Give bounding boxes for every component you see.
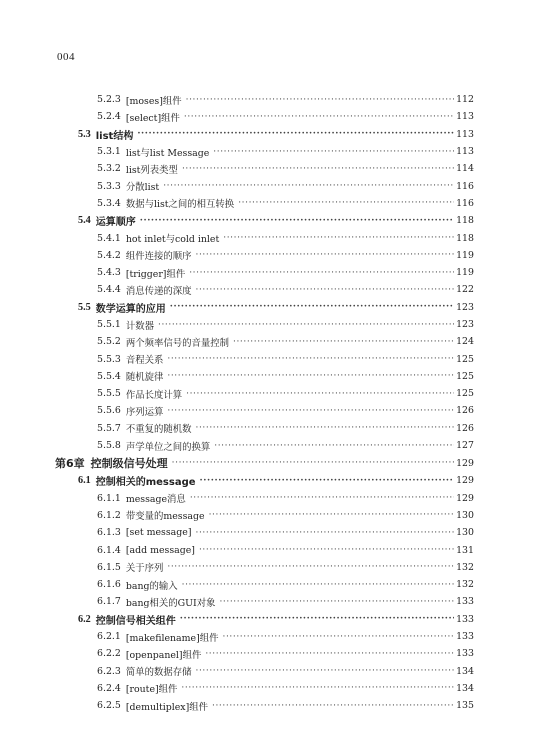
toc-entry-number: 5.5.7 — [97, 422, 121, 434]
toc-entry-number: 5.3.3 — [97, 180, 121, 192]
toc-section[interactable] — [55, 126, 474, 143]
dot-leader — [186, 389, 454, 399]
toc-entry-title: 运算顺序 — [95, 217, 136, 229]
toc-subsection[interactable] — [55, 576, 474, 593]
toc-entry-title: list结构 — [95, 130, 134, 142]
toc-subsection[interactable] — [55, 264, 474, 281]
dot-leader — [189, 268, 454, 278]
toc-entry-title: [moses]组件 — [125, 95, 182, 107]
dot-leader — [209, 510, 455, 520]
toc-entry-page: 122 — [456, 284, 474, 296]
toc-entry-number: 5.5.4 — [97, 370, 121, 382]
toc-entry-number: 5.4.1 — [97, 232, 121, 244]
toc-entry-title: [makefilename]组件 — [125, 632, 219, 644]
dot-leader — [195, 528, 454, 538]
toc-entry-title: [trigger]组件 — [125, 268, 186, 280]
dot-leader — [167, 354, 454, 364]
toc-entry-number: 第6章 — [55, 457, 85, 471]
toc-entry-number: 5.5.8 — [97, 440, 121, 452]
toc-entry-page: 112 — [456, 94, 474, 106]
toc-entry-title: 消息传递的深度 — [125, 285, 192, 297]
toc-entry-title: 两个频率信号的音量控制 — [125, 337, 229, 349]
toc-entry-number: 5.3.2 — [97, 163, 121, 175]
toc-subsection[interactable] — [55, 490, 474, 507]
toc-subsection[interactable] — [55, 559, 474, 576]
toc-entry-page: 125 — [456, 388, 474, 400]
dot-leader — [196, 666, 455, 676]
dot-leader — [213, 147, 454, 157]
toc-entry-page: 118 — [456, 215, 474, 227]
toc-subsection[interactable] — [55, 350, 474, 367]
toc-entry-title: 不重复的随机数 — [125, 424, 192, 436]
toc-entry-number: 5.3.4 — [97, 197, 121, 209]
toc-entry-page: 125 — [456, 370, 474, 382]
toc-entry-title: message消息 — [125, 494, 186, 506]
toc-entry-title: 带变量的message — [125, 511, 205, 523]
toc-section[interactable] — [55, 299, 474, 316]
toc-subsection[interactable] — [55, 402, 474, 419]
dot-leader — [200, 476, 455, 486]
toc-entry-page: 124 — [456, 336, 474, 348]
toc-entry-page: 123 — [456, 301, 474, 313]
toc-subsection[interactable] — [55, 593, 474, 610]
toc-entry-page: 116 — [456, 197, 474, 209]
toc-entry-number: 6.2.2 — [97, 648, 121, 660]
toc-entry-page: 134 — [456, 682, 474, 694]
toc-subsection[interactable] — [55, 281, 474, 298]
toc-entry-page: 133 — [456, 613, 474, 625]
dot-leader — [182, 580, 454, 590]
toc-entry-number: 5.2.3 — [97, 94, 121, 106]
toc-entry-page: 125 — [456, 353, 474, 365]
toc-entry-number: 6.2.4 — [97, 682, 121, 694]
toc-entry-number: 5.5.2 — [97, 336, 121, 348]
toc-entry-title: 控制相关的message — [95, 477, 196, 489]
toc-entry-page: 116 — [456, 180, 474, 192]
toc-entry-title: 数学运算的应用 — [95, 303, 166, 315]
dot-leader — [190, 493, 454, 503]
toc-entry-number: 5.2.4 — [97, 111, 121, 123]
toc-entry-title: [openpanel]组件 — [125, 649, 202, 661]
toc-entry-number: 5.5.6 — [97, 405, 121, 417]
toc-entry-number: 6.1.6 — [97, 579, 121, 591]
toc-entry-number: 5.5.3 — [97, 353, 121, 365]
toc-entry-page: 132 — [456, 579, 474, 591]
dot-leader — [196, 423, 455, 433]
toc-entry-page: 135 — [456, 700, 474, 712]
toc-subsection[interactable] — [55, 663, 474, 680]
toc-entry-page: 126 — [456, 405, 474, 417]
toc-subsection[interactable] — [55, 385, 474, 402]
toc-section[interactable] — [55, 212, 474, 229]
toc-subsection[interactable] — [55, 108, 474, 125]
dot-leader — [196, 250, 455, 260]
dot-leader — [233, 337, 454, 347]
toc-entry-page: 113 — [456, 146, 474, 158]
toc-entry-page: 127 — [456, 440, 474, 452]
toc-entry-title: 控制级信号处理 — [90, 457, 168, 471]
toc-entry-title: hot inlet与cold inlet — [125, 234, 220, 246]
toc-entry-title: [add message] — [125, 544, 195, 556]
toc-entry-number: 6.1.3 — [97, 527, 121, 539]
toc-entry-title: 控制信号相关组件 — [95, 615, 176, 627]
toc-entry-number: 5.4.4 — [97, 284, 121, 296]
dot-leader — [186, 95, 454, 105]
toc-entry-title: 音程关系 — [125, 355, 164, 367]
toc-entry-number: 5.4 — [78, 215, 91, 227]
toc-subsection[interactable] — [55, 420, 474, 437]
toc-entry-title: 作品长度计算 — [125, 389, 183, 401]
dot-leader — [199, 545, 454, 555]
toc-subsection[interactable] — [55, 437, 474, 454]
toc-entry-title: 声学单位之间的换算 — [125, 441, 211, 453]
toc-subsection[interactable] — [55, 507, 474, 524]
toc-entry-page: 118 — [456, 232, 474, 244]
toc-section[interactable] — [55, 472, 474, 489]
toc-subsection[interactable] — [55, 628, 474, 645]
toc-entry-number: 6.2 — [78, 613, 91, 625]
toc-entry-title: 分散list — [125, 182, 160, 194]
toc-entry-page: 119 — [456, 249, 474, 261]
dot-leader — [219, 597, 454, 607]
dot-leader — [140, 216, 454, 226]
toc-entry-page: 113 — [456, 111, 474, 123]
toc-entry-number: 6.1.4 — [97, 544, 121, 556]
toc-entry-title: bang相关的GUI对象 — [125, 597, 216, 609]
toc-subsection[interactable] — [55, 524, 474, 541]
toc-subsection[interactable] — [55, 229, 474, 246]
toc-entry-page: 130 — [456, 527, 474, 539]
dot-leader — [137, 129, 454, 139]
dot-leader — [205, 649, 454, 659]
toc-chapter[interactable] — [55, 454, 474, 472]
dot-leader — [214, 441, 454, 451]
toc-subsection[interactable] — [55, 541, 474, 558]
toc-entry-title: bang的输入 — [125, 580, 178, 592]
toc-subsection[interactable] — [55, 316, 474, 333]
dot-leader — [180, 614, 454, 624]
toc-entry-page: 134 — [456, 665, 474, 677]
dot-leader — [167, 371, 454, 381]
toc-entry-title: [demultiplex]组件 — [125, 701, 209, 713]
toc-entry-number: 6.1.1 — [97, 492, 121, 504]
toc-entry-title: 简单的数据存储 — [125, 667, 192, 679]
toc-subsection[interactable] — [55, 697, 474, 714]
dot-leader — [223, 632, 455, 642]
toc-entry-number: 5.3 — [78, 128, 91, 140]
toc-entry-title: [route]组件 — [125, 684, 178, 696]
toc-entry-page: 132 — [456, 561, 474, 573]
toc-entry-title: 数据与list之间的相互转换 — [125, 199, 235, 211]
toc-subsection[interactable] — [55, 333, 474, 350]
toc-entry-number: 6.1 — [78, 475, 91, 487]
page-number: 004 — [57, 51, 75, 63]
dot-leader — [182, 164, 454, 174]
toc-subsection[interactable] — [55, 645, 474, 662]
toc-entry-page: 119 — [456, 267, 474, 279]
toc-subsection[interactable] — [55, 247, 474, 264]
toc-entry-number: 6.1.7 — [97, 596, 121, 608]
dot-leader — [196, 285, 455, 295]
dot-leader — [212, 701, 454, 711]
toc-entry-number: 5.5 — [78, 301, 91, 313]
toc-subsection[interactable] — [55, 177, 474, 194]
toc-entry-page: 133 — [456, 648, 474, 660]
dot-leader — [163, 181, 454, 191]
dot-leader — [172, 458, 454, 468]
toc-subsection[interactable] — [55, 680, 474, 697]
toc-entry-number: 5.4.2 — [97, 249, 121, 261]
toc-entry-number: 6.2.3 — [97, 665, 121, 677]
toc-entry-title: list与list Message — [125, 147, 210, 159]
toc-entry-title: [select]组件 — [125, 112, 180, 124]
toc-entry-page: 129 — [456, 492, 474, 504]
toc-entry-number: 6.2.1 — [97, 631, 121, 643]
toc-entry-page: 129 — [456, 457, 474, 469]
dot-leader — [170, 302, 454, 312]
dot-leader — [167, 406, 454, 416]
dot-leader — [158, 320, 454, 330]
toc-entry-title: 组件连接的顺序 — [125, 251, 192, 263]
dot-leader — [238, 198, 454, 208]
toc-entry-page: 130 — [456, 509, 474, 521]
toc-entry-page: 133 — [456, 631, 474, 643]
toc-entry-page: 126 — [456, 422, 474, 434]
toc-entry-number: 5.5.5 — [97, 388, 121, 400]
table-of-contents — [55, 91, 474, 714]
toc-entry-page: 123 — [456, 319, 474, 330]
dot-leader — [223, 233, 454, 243]
toc-entry-page: 113 — [456, 128, 474, 140]
toc-subsection[interactable] — [55, 368, 474, 385]
toc-entry-number: 5.4.3 — [97, 267, 121, 279]
toc-subsection[interactable] — [55, 195, 474, 212]
toc-entry-page: 129 — [456, 475, 474, 487]
toc-entry-number: 5.3.1 — [97, 146, 121, 158]
toc-entry-title: list列表类型 — [125, 164, 178, 176]
dot-leader — [184, 112, 454, 122]
toc-entry-number: 6.1.5 — [97, 561, 121, 573]
toc-entry-title: [set message] — [125, 527, 192, 539]
toc-entry-title: 计数器 — [125, 320, 154, 332]
toc-entry-title: 关于序列 — [125, 563, 164, 575]
toc-entry-page: 131 — [456, 544, 474, 556]
toc-section[interactable] — [55, 611, 474, 628]
toc-entry-number: 5.5.1 — [97, 319, 121, 330]
toc-entry-number: 6.2.5 — [97, 700, 121, 712]
toc-subsection[interactable] — [55, 160, 474, 177]
toc-entry-page: 114 — [456, 163, 474, 175]
toc-subsection[interactable] — [55, 91, 474, 108]
toc-entry-title: 随机旋律 — [125, 372, 164, 384]
dot-leader — [167, 562, 454, 572]
toc-entry-title: 序列运算 — [125, 406, 164, 418]
toc-entry-page: 133 — [456, 596, 474, 608]
toc-entry-number: 6.1.2 — [97, 509, 121, 521]
toc-subsection[interactable] — [55, 143, 474, 160]
dot-leader — [181, 683, 454, 693]
